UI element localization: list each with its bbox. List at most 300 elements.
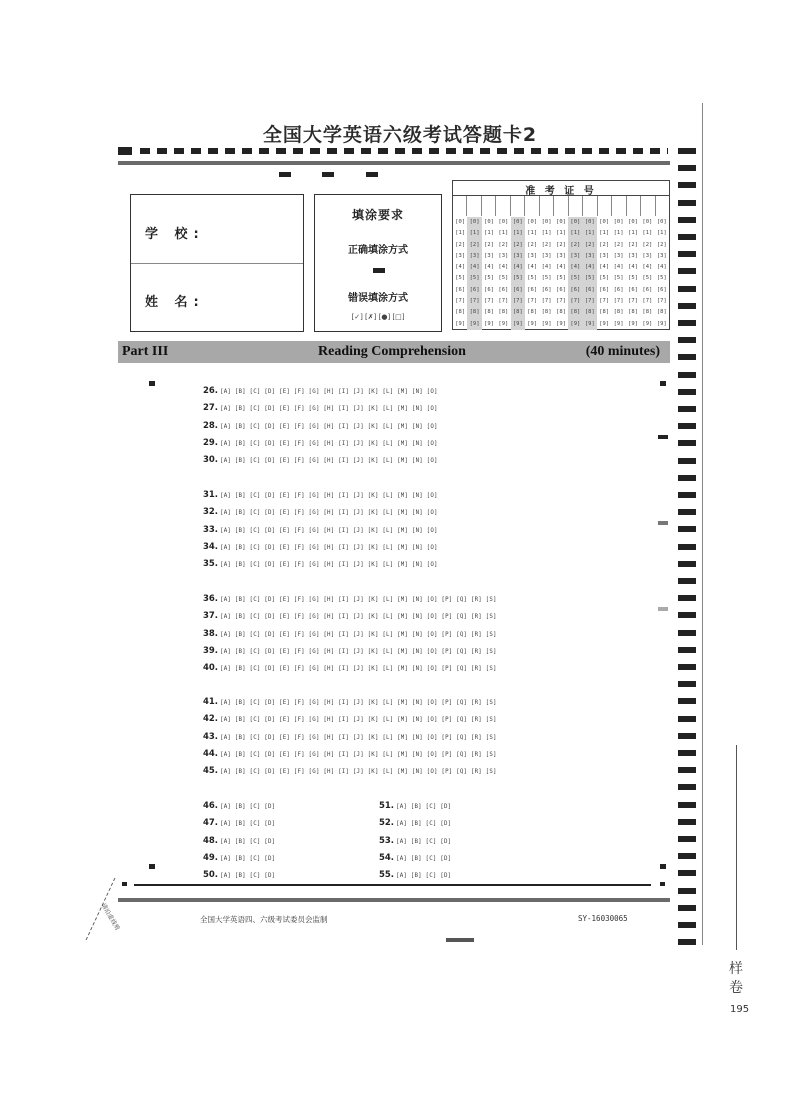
answer-options[interactable]: [A] [B] [C] [D] <box>220 804 276 810</box>
answer-options[interactable]: [A] [B] [C] [D] <box>396 821 452 828</box>
exam-id-digit-bubble[interactable]: [7] <box>484 298 494 305</box>
exam-id-digit-bubble[interactable]: [4] <box>584 264 595 271</box>
question-row <box>194 758 497 777</box>
exam-id-digit-bubble[interactable]: [1] <box>613 230 624 237</box>
timing-mark <box>678 802 696 808</box>
question-row <box>194 810 276 829</box>
wrong-fill-examples: [✓] [✗] [●] [□] <box>351 313 405 321</box>
exam-id-digit-bubble[interactable]: [3] <box>469 252 480 259</box>
timing-mark <box>118 147 132 155</box>
exam-id-digit-bubble[interactable]: [3] <box>628 252 638 259</box>
sheet-title: 全国大学英语六级考试答题卡2 <box>262 124 538 146</box>
question-number: 37. <box>202 611 218 622</box>
exam-id-digit-bubble[interactable]: [0] <box>498 219 509 225</box>
exam-id-digit-bubble[interactable]: [1] <box>628 230 638 237</box>
corner-mark <box>660 864 666 869</box>
exam-id-digit-bubble[interactable]: [1] <box>556 230 566 237</box>
exam-id-digit-bubble[interactable]: [6] <box>599 286 610 293</box>
exam-id-digit-bubble[interactable]: [8] <box>599 309 610 316</box>
exam-id-digit-bubble[interactable]: [3] <box>570 252 581 259</box>
exam-id-digit-bubble[interactable]: [2] <box>455 241 466 248</box>
answer-options[interactable]: [A] [B] [C] [D] [E] [F] [G] [H] [I] [J] [K] [L] [M] [N] [O] [P] [Q] [R] [S] <box>220 666 497 673</box>
exam-id-digit-bubble[interactable]: [5] <box>455 275 466 282</box>
exam-id-digit-bubble[interactable]: [3] <box>584 252 595 259</box>
exam-id-digit-bubble[interactable]: [0] <box>455 219 466 225</box>
timing-mark <box>678 200 696 206</box>
footer-code: SY-16030065 <box>578 914 628 923</box>
timing-mark <box>678 922 696 928</box>
exam-id-digit-bubble[interactable]: [2] <box>527 241 538 248</box>
timing-mark <box>678 905 696 911</box>
exam-id-digit-bubble[interactable]: [9] <box>469 320 480 327</box>
exam-id-digit-column <box>611 217 625 330</box>
exam-id-digit-bubble[interactable]: [6] <box>498 286 509 293</box>
timing-mark <box>678 681 696 687</box>
exam-id-digit-bubble[interactable]: [2] <box>613 241 624 248</box>
question-row <box>194 603 497 622</box>
exam-id-digit-bubble[interactable]: [7] <box>570 298 581 305</box>
question-number: 26. <box>202 386 218 396</box>
exam-id-digit-bubble[interactable]: [5] <box>469 275 480 282</box>
question-number: 52. <box>378 818 394 829</box>
exam-id-digit-bubble[interactable]: [6] <box>656 286 667 293</box>
timing-mark <box>678 458 696 464</box>
exam-id-digit-bubble[interactable]: [9] <box>628 320 638 327</box>
exam-id-digit-bubble[interactable]: [5] <box>484 275 494 282</box>
answer-options[interactable]: [A] [B] [C] [D] [E] [F] [G] [H] [I] [J] [K] [L] [M] [N] [O] [P] [Q] [R] [S] <box>220 751 497 758</box>
question-number: 38. <box>202 628 218 639</box>
question-number: 44. <box>202 748 218 759</box>
timing-mark <box>678 423 696 429</box>
answer-options[interactable]: [A] [B] [C] [D] [E] [F] [G] [H] [I] [J] [K] [L] [M] [N] [O] <box>220 389 438 395</box>
question-row <box>194 499 438 518</box>
question-row <box>194 413 438 431</box>
exam-id-digit-bubble[interactable]: [7] <box>512 298 523 305</box>
question-row <box>194 430 438 448</box>
timing-mark <box>678 286 696 292</box>
part-header-bar <box>118 341 670 363</box>
question-row <box>194 551 438 570</box>
exam-id-digit-bubble[interactable]: [4] <box>512 264 523 271</box>
exam-id-digit-bubble[interactable]: [1] <box>584 230 595 237</box>
timing-mark <box>678 509 696 515</box>
timing-mark <box>678 440 696 446</box>
exam-id-digit-bubble[interactable]: [1] <box>512 230 523 237</box>
question-row <box>194 586 497 604</box>
exam-id-digit-bubble[interactable]: [0] <box>570 219 581 225</box>
exam-id-digit-bubble[interactable]: [7] <box>584 298 595 305</box>
exam-id-digit-bubble[interactable]: [8] <box>642 309 653 316</box>
exam-id-digit-bubble[interactable]: [9] <box>642 320 653 327</box>
footer-left-text: 全国大学英语四、六级考试委员会监制 <box>200 915 328 924</box>
answer-options[interactable]: [A] [B] [C] [D] [E] [F] [G] [H] [I] [J] [K] [L] [M] [N] [O] [P] [Q] [R] [S] <box>220 734 497 741</box>
exam-id-digit-bubble[interactable]: [0] <box>628 219 638 225</box>
exam-id-digit-column <box>554 217 568 330</box>
question-number: 50. <box>202 870 218 881</box>
exam-id-digit-bubble[interactable]: [9] <box>512 320 523 327</box>
question-number: 36. <box>202 594 218 604</box>
timing-mark <box>678 492 696 498</box>
timing-mark <box>678 716 696 722</box>
corner-mark <box>149 864 155 869</box>
question-number: 27. <box>202 403 218 414</box>
timing-mark <box>678 148 696 154</box>
exam-id-digit-bubble[interactable]: [7] <box>642 298 653 305</box>
exam-id-digit-bubble[interactable]: [8] <box>469 309 480 316</box>
exam-id-digit-bubble[interactable]: [0] <box>469 219 480 225</box>
exam-id-digit-bubble[interactable]: [6] <box>541 286 552 293</box>
exam-id-digit-bubble[interactable]: [0] <box>642 219 653 225</box>
exam-id-digit-bubble[interactable]: [6] <box>556 286 566 293</box>
exam-id-digit-bubble[interactable]: [7] <box>541 298 552 305</box>
exam-id-digit-bubble[interactable]: [5] <box>498 275 509 282</box>
exam-id-digit-bubble[interactable]: [5] <box>599 275 610 282</box>
exam-id-digit-bubble[interactable]: [2] <box>570 241 581 248</box>
exam-id-digit-bubble[interactable]: [1] <box>656 230 667 237</box>
exam-id-digit-bubble[interactable]: [8] <box>541 309 552 316</box>
answer-options[interactable]: [A] [B] [C] [D] [E] [F] [G] [H] [I] [J] [K] [L] [M] [N] [O] [P] [Q] [R] [S] <box>220 631 497 638</box>
exam-id-digit-bubble[interactable]: [1] <box>498 230 509 237</box>
exam-id-digit-bubble[interactable]: [3] <box>599 252 610 259</box>
exam-id-digit-column <box>640 217 654 330</box>
corner-mark <box>149 381 155 386</box>
question-number: 51. <box>378 801 394 811</box>
timing-mark <box>678 234 696 240</box>
answer-options[interactable]: [A] [B] [C] [D] [E] [F] [G] [H] [I] [J] [K] [L] [M] [N] [O] <box>220 527 438 534</box>
question-row <box>370 828 452 846</box>
exam-id-digit-bubble[interactable]: [9] <box>599 320 610 327</box>
question-row <box>194 482 438 500</box>
exam-id-digit-bubble[interactable]: [9] <box>455 320 466 327</box>
exam-id-digit-bubble[interactable]: [6] <box>484 286 494 293</box>
question-number: 34. <box>202 541 218 552</box>
timing-mark <box>678 698 696 704</box>
exam-id-digit-bubble[interactable]: [6] <box>642 286 653 293</box>
exam-id-digit-bubble[interactable]: [2] <box>656 241 667 248</box>
exam-id-digit-bubble[interactable]: [1] <box>484 230 494 237</box>
exam-id-digit-bubble[interactable]: [2] <box>628 241 638 248</box>
timing-mark <box>678 819 696 825</box>
exam-id-digit-bubble[interactable]: [8] <box>628 309 638 316</box>
answer-options[interactable]: [A] [B] [C] [D] <box>396 855 452 862</box>
exam-id-digit-bubble[interactable]: [4] <box>628 264 638 271</box>
exam-id-digit-bubble[interactable]: [4] <box>556 264 566 271</box>
exam-id-digit-bubble[interactable]: [9] <box>527 320 538 327</box>
answer-options[interactable]: [A] [B] [C] [D] [E] [F] [G] [H] [I] [J] [K] [L] [M] [N] [O] [P] [Q] [R] [S] <box>220 717 497 724</box>
exam-id-digit-bubble[interactable]: [2] <box>512 241 523 248</box>
header-rule <box>118 161 670 165</box>
answer-options[interactable]: [A] [B] [C] [D] <box>396 804 452 810</box>
question-row <box>194 862 276 881</box>
exam-id-digit-bubble[interactable]: [0] <box>613 219 624 225</box>
exam-id-digit-bubble[interactable]: [7] <box>455 298 466 305</box>
exam-id-digit-column <box>496 217 510 330</box>
exam-id-digit-bubble[interactable]: [2] <box>599 241 610 248</box>
exam-id-digit-bubble[interactable]: [3] <box>642 252 653 259</box>
question-number: 46. <box>202 801 218 811</box>
exam-id-digit-bubble[interactable]: [8] <box>455 309 466 316</box>
exam-id-digit-bubble[interactable]: [5] <box>570 275 581 282</box>
exam-id-digit-bubble[interactable]: [3] <box>498 252 509 259</box>
bottom-rule <box>134 884 651 886</box>
exam-id-digit-bubble[interactable]: [1] <box>570 230 581 237</box>
question-row <box>370 793 452 811</box>
answer-options[interactable]: [A] [B] [C] [D] [E] [F] [G] [H] [I] [J] [K] [L] [M] [N] [O] <box>220 562 438 569</box>
question-number: 40. <box>202 663 218 674</box>
timing-mark <box>658 521 668 525</box>
exam-id-digit-bubble[interactable]: [8] <box>613 309 624 316</box>
exam-id-digit-bubble[interactable]: [4] <box>599 264 610 271</box>
page-number: 195 <box>730 1004 750 1015</box>
exam-id-digit-bubble[interactable]: [4] <box>613 264 624 271</box>
exam-id-digit-bubble[interactable]: [9] <box>570 320 581 327</box>
divider <box>131 263 303 264</box>
exam-id-digit-bubble[interactable]: [0] <box>599 219 610 225</box>
question-row <box>194 395 438 414</box>
exam-id-digit-bubble[interactable]: [4] <box>570 264 581 271</box>
answer-options[interactable]: [A] [B] [C] [D] [E] [F] [G] [H] [I] [J] [K] [L] [M] [N] [O] <box>220 493 438 499</box>
exam-id-digit-bubble[interactable]: [0] <box>584 219 595 225</box>
answer-options[interactable]: [A] [B] [C] [D] [E] [F] [G] [H] [I] [J] [K] [L] [M] [N] [O] [P] [Q] [R] [S] <box>220 614 497 621</box>
timing-mark <box>678 354 696 360</box>
exam-id-digit-bubble[interactable]: [1] <box>455 230 466 237</box>
exam-id-digit-column <box>453 217 467 330</box>
exam-id-digit-bubble[interactable]: [9] <box>541 320 552 327</box>
question-number: 29. <box>202 437 218 448</box>
timing-mark <box>678 372 696 378</box>
exam-id-digit-bubble[interactable]: [3] <box>527 252 538 259</box>
exam-id-digit-bubble[interactable]: [6] <box>512 286 523 293</box>
exam-id-digit-bubble[interactable]: [1] <box>469 230 480 237</box>
exam-id-digit-bubble[interactable]: [1] <box>541 230 552 237</box>
exam-id-digit-bubble[interactable]: [5] <box>628 275 638 282</box>
cut-note: 请沿虚线剪 <box>99 902 121 932</box>
timing-mark <box>678 251 696 257</box>
question-number: 43. <box>202 731 218 742</box>
exam-id-digit-bubble[interactable]: [9] <box>498 320 509 327</box>
cut-line <box>86 878 156 940</box>
answer-options[interactable]: [A] [B] [C] [D] <box>220 821 276 828</box>
exam-id-digit-bubble[interactable]: [2] <box>584 241 595 248</box>
exam-id-digit-bubble[interactable]: [3] <box>455 252 466 259</box>
timing-mark <box>366 172 378 177</box>
answer-options[interactable]: [A] [B] [C] [D] [E] [F] [G] [H] [I] [J] [K] [L] [M] [N] [O] <box>220 458 438 465</box>
question-row <box>370 862 452 881</box>
corner-mark <box>660 381 666 386</box>
answer-options[interactable]: [A] [B] [C] [D] <box>220 838 276 845</box>
answer-options[interactable]: [A] [B] [C] [D] [E] [F] [G] [H] [I] [J] [K] [L] [M] [N] [O] [P] [Q] [R] [S] <box>220 700 497 706</box>
exam-id-digit-bubble[interactable]: [9] <box>613 320 624 327</box>
exam-id-digit-bubble[interactable]: [3] <box>541 252 552 259</box>
exam-id-digit-bubble[interactable]: [5] <box>642 275 653 282</box>
question-number: 48. <box>202 835 218 846</box>
exam-id-digit-bubble[interactable]: [2] <box>484 241 494 248</box>
timing-mark <box>678 630 696 636</box>
exam-id-digit-bubble[interactable]: [6] <box>584 286 595 293</box>
timing-mark <box>678 767 696 773</box>
exam-id-digit-bubble[interactable]: [3] <box>613 252 624 259</box>
answer-options[interactable]: [A] [B] [C] [D] [E] [F] [G] [H] [I] [J] [K] [L] [M] [N] [O] <box>220 440 438 447</box>
timing-mark <box>678 647 696 653</box>
timing-mark <box>678 561 696 567</box>
exam-id-digit-bubble[interactable]: [9] <box>656 320 667 327</box>
question-number: 54. <box>378 852 394 863</box>
exam-id-digit-bubble[interactable]: [0] <box>527 219 538 225</box>
exam-id-digit-bubble[interactable]: [0] <box>541 219 552 225</box>
exam-id-digit-bubble[interactable]: [4] <box>469 264 480 271</box>
exam-id-digit-bubble[interactable]: [0] <box>484 219 494 225</box>
question-row <box>194 447 438 466</box>
question-row <box>194 828 276 846</box>
question-number: 32. <box>202 507 218 518</box>
exam-id-digit-column <box>597 217 611 330</box>
question-row <box>194 621 497 639</box>
sample-label-2: 卷 <box>729 980 743 996</box>
timing-mark <box>322 172 334 177</box>
page-edge-line <box>702 103 703 945</box>
question-number: 28. <box>202 420 218 431</box>
exam-id-digit-bubble[interactable]: [8] <box>484 309 494 316</box>
answer-options[interactable]: [A] [B] [C] [D] <box>220 873 276 880</box>
question-row <box>194 793 276 811</box>
exam-id-digit-column <box>511 217 525 330</box>
question-row <box>194 638 497 656</box>
timing-mark <box>678 217 696 223</box>
timing-mark <box>678 268 696 274</box>
exam-id-digit-bubble[interactable]: [5] <box>556 275 566 282</box>
exam-id-digit-bubble[interactable]: [6] <box>527 286 538 293</box>
question-number: 35. <box>202 559 218 570</box>
exam-id-digit-bubble[interactable]: [5] <box>541 275 552 282</box>
exam-id-digit-bubble[interactable]: [8] <box>498 309 509 316</box>
exam-id-digit-bubble[interactable]: [3] <box>656 252 667 259</box>
exam-id-digit-bubble[interactable]: [3] <box>484 252 494 259</box>
exam-id-digit-bubble[interactable]: [1] <box>527 230 538 237</box>
answer-options[interactable]: [A] [B] [C] [D] [E] [F] [G] [H] [I] [J] [K] [L] [M] [N] [O] <box>220 406 438 413</box>
exam-id-digit-bubble[interactable]: [2] <box>541 241 552 248</box>
exam-id-digit-bubble[interactable]: [6] <box>469 286 480 293</box>
answer-options[interactable]: [A] [B] [C] [D] [E] [F] [G] [H] [I] [J] [K] [L] [M] [N] [O] <box>220 423 438 430</box>
exam-id-digit-bubble[interactable]: [8] <box>512 309 523 316</box>
exam-id-digit-bubble[interactable]: [0] <box>656 219 667 225</box>
question-row <box>194 517 438 535</box>
answer-options[interactable]: [A] [B] [C] [D] [E] [F] [G] [H] [I] [J] [K] [L] [M] [N] [O] [P] [Q] [R] [S] <box>220 769 497 776</box>
exam-id-digit-bubble[interactable]: [4] <box>541 264 552 271</box>
question-row <box>194 724 497 742</box>
answer-options[interactable]: [A] [B] [C] [D] <box>396 873 452 880</box>
exam-id-digit-bubble[interactable]: [7] <box>469 298 480 305</box>
exam-id-digit-bubble[interactable]: [0] <box>512 219 523 225</box>
exam-id-digit-bubble[interactable]: [9] <box>584 320 595 327</box>
timing-mark <box>678 165 696 171</box>
question-row <box>194 689 497 707</box>
margin-rule <box>736 745 737 950</box>
exam-id-digit-bubble[interactable]: [4] <box>642 264 653 271</box>
exam-id-digit-bubble[interactable]: [7] <box>527 298 538 305</box>
answer-options[interactable]: [A] [B] [C] [D] [E] [F] [G] [H] [I] [J] [K] [L] [M] [N] [O] [P] [Q] [R] [S] <box>220 597 497 603</box>
exam-id-digit-column <box>525 217 539 330</box>
timing-mark <box>678 595 696 601</box>
exam-id-digit-bubble[interactable]: [7] <box>613 298 624 305</box>
exam-id-digit-bubble[interactable]: [2] <box>642 241 653 248</box>
timing-mark <box>678 750 696 756</box>
exam-id-digit-bubble[interactable]: [1] <box>642 230 653 237</box>
exam-id-digit-bubble[interactable]: [6] <box>455 286 466 293</box>
question-number: 39. <box>202 645 218 656</box>
exam-id-digit-bubble[interactable]: [4] <box>527 264 538 271</box>
part-title: Reading Comprehension <box>318 344 466 359</box>
correct-fill-label: 正确填涂方式 <box>348 245 408 256</box>
exam-id-digit-bubble[interactable]: [7] <box>656 298 667 305</box>
exam-id-digit-bubble[interactable]: [7] <box>498 298 509 305</box>
fill-requirements-heading: 填涂要求 <box>351 208 404 222</box>
exam-id-digit-bubble[interactable]: [0] <box>556 219 566 225</box>
exam-id-digit-bubble[interactable]: [5] <box>613 275 624 282</box>
exam-id-digit-bubble[interactable]: [8] <box>556 309 566 316</box>
exam-id-digit-column <box>583 217 597 330</box>
exam-id-digit-bubble[interactable]: [4] <box>656 264 667 271</box>
exam-id-digit-bubble[interactable]: [9] <box>556 320 566 327</box>
timing-mark <box>678 303 696 309</box>
exam-id-title: 准 考 证 号 <box>525 186 597 197</box>
part-label: Part III <box>122 344 169 359</box>
timing-mark <box>678 939 696 945</box>
exam-id-digit-bubble[interactable]: [5] <box>656 275 667 282</box>
question-number: 53. <box>378 835 394 846</box>
exam-id-digit-bubble[interactable]: [7] <box>599 298 610 305</box>
exam-id-digit-bubble[interactable]: [8] <box>527 309 538 316</box>
exam-id-digit-bubble[interactable]: [1] <box>599 230 610 237</box>
exam-id-digit-bubble[interactable]: [3] <box>556 252 566 259</box>
answer-options[interactable]: [A] [B] [C] [D] [E] [F] [G] [H] [I] [J] [K] [L] [M] [N] [O] [P] [Q] [R] [S] <box>220 648 497 655</box>
timing-mark <box>678 664 696 670</box>
exam-id-digit-bubble[interactable]: [2] <box>469 241 480 248</box>
exam-id-digit-bubble[interactable]: [4] <box>498 264 509 271</box>
question-number: 55. <box>378 870 394 881</box>
exam-id-digit-bubble[interactable]: [5] <box>512 275 523 282</box>
part-time: (40 minutes) <box>585 344 660 359</box>
exam-id-digit-bubble[interactable]: [9] <box>484 320 494 327</box>
exam-id-digit-bubble[interactable]: [3] <box>512 252 523 259</box>
exam-id-digit-bubble[interactable]: [7] <box>556 298 566 305</box>
exam-id-digit-bubble[interactable]: [8] <box>584 309 595 316</box>
footer-rule <box>118 898 670 902</box>
question-number: 33. <box>202 524 218 535</box>
timing-mark <box>678 853 696 859</box>
exam-id-digit-bubble[interactable]: [4] <box>455 264 466 271</box>
school-label: 学 校: <box>145 227 205 242</box>
answer-options[interactable]: [A] [B] [C] [D] <box>396 838 452 845</box>
timing-mark <box>279 172 291 177</box>
exam-id-digit-bubble[interactable]: [2] <box>498 241 509 248</box>
exam-id-digit-bubble[interactable]: [8] <box>656 309 667 316</box>
answer-options[interactable]: [A] [B] [C] [D] <box>220 855 276 862</box>
exam-id-digit-bubble[interactable]: [8] <box>570 309 581 316</box>
wrong-fill-label: 错误填涂方式 <box>348 293 408 304</box>
exam-id-digit-bubble[interactable]: [5] <box>584 275 595 282</box>
exam-id-digit-bubble[interactable]: [7] <box>628 298 638 305</box>
answer-options[interactable]: [A] [B] [C] [D] [E] [F] [G] [H] [I] [J] [K] [L] [M] [N] [O] <box>220 510 438 517</box>
exam-id-digit-bubble[interactable]: [6] <box>613 286 624 293</box>
exam-id-digit-bubble[interactable]: [6] <box>628 286 638 293</box>
exam-id-digit-bubble[interactable]: [5] <box>527 275 538 282</box>
exam-id-digit-bubble[interactable]: [4] <box>484 264 494 271</box>
answer-options[interactable]: [A] [B] [C] [D] [E] [F] [G] [H] [I] [J] [K] [L] [M] [N] [O] <box>220 544 438 551</box>
exam-id-digit-bubble[interactable]: [2] <box>556 241 566 248</box>
exam-id-digit-bubble[interactable]: [6] <box>570 286 581 293</box>
sample-label: 样 <box>729 961 743 977</box>
timing-mark <box>446 938 474 942</box>
